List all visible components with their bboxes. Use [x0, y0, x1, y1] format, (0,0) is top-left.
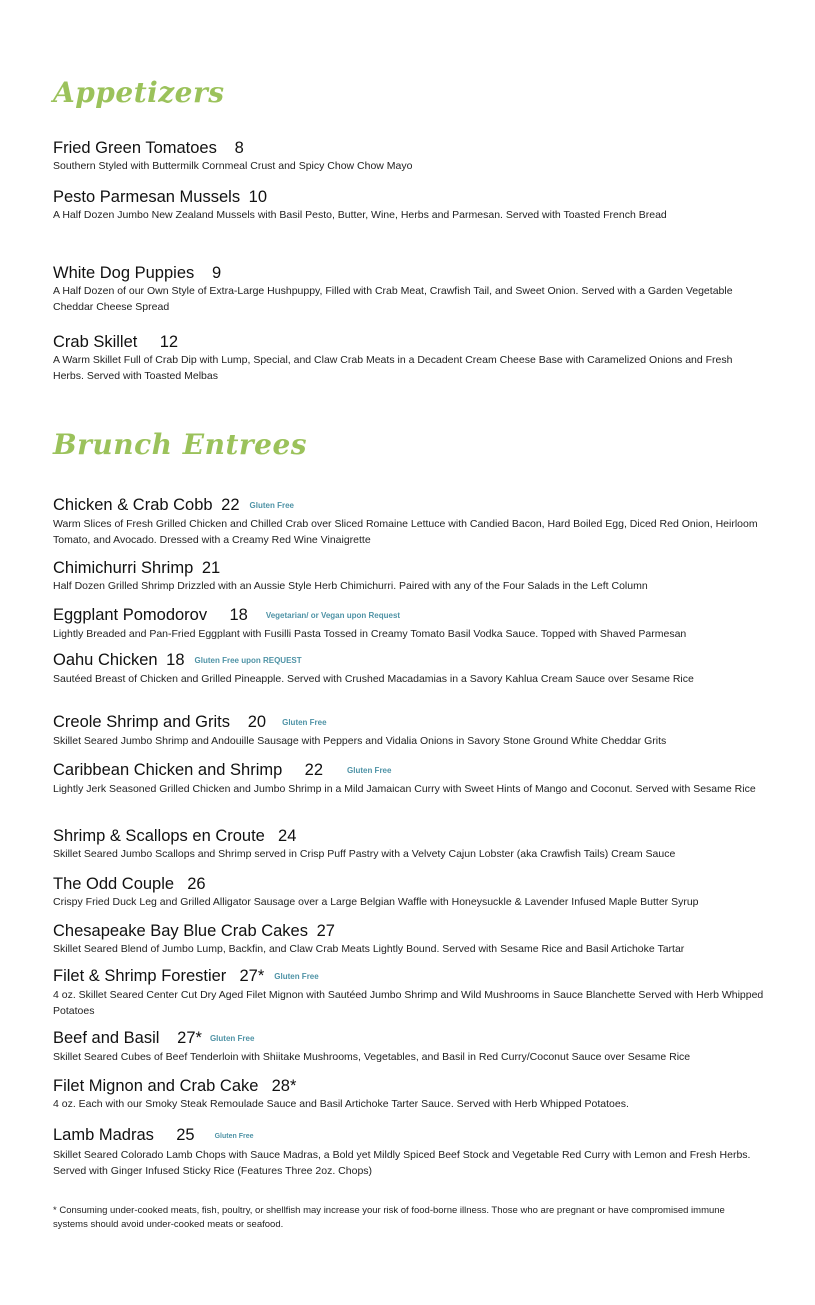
item-name: Filet & Shrimp Forestier — [53, 967, 227, 985]
item-description: Warm Slices of Fresh Grilled Chicken and Chilled Crab over Sliced Romaine Lettuce with Candied Bacon, Hard Boiled Egg, Diced Red Onion, Heirloom Tomato, and Avocado. Dressed with a Creamy Red Wine Vinaigrette — [53, 518, 758, 546]
item-price: 10 — [248, 188, 268, 206]
item-price: 22 — [221, 496, 240, 514]
item-name: White Dog Puppies — [53, 264, 195, 282]
dietary-tag: Gluten Free — [274, 972, 319, 981]
item-name: Oahu Chicken — [53, 651, 158, 669]
item-name: Filet Mignon and Crab Cake — [53, 1077, 259, 1095]
dietary-tag: Gluten Free — [209, 1034, 255, 1043]
dietary-tag: Gluten Free — [249, 501, 294, 510]
item-price: 20 — [247, 713, 267, 731]
item-price: 27* — [239, 967, 265, 985]
item-description: Skillet Seared Cubes of Beef Tenderloin with Shiitake Mushrooms, Vegetables, and Basil in Red Curry/Coconut Sauce over Sesame Rice — [53, 1051, 691, 1063]
item-price: 18 — [166, 651, 185, 669]
menu-item — [53, 712, 765, 750]
item-name: Chicken & Crab Cobb — [53, 496, 213, 514]
item-name: Chimichurri Shrimp — [53, 559, 194, 577]
item-name: Crab Skillet — [53, 333, 138, 351]
item-price: 25 — [176, 1126, 195, 1144]
item-price: 12 — [159, 333, 179, 351]
item-description: Half Dozen Grilled Shrimp Drizzled with an Aussie Style Herb Chimichurri. Paired with any of the Four Salads in the Left Column — [53, 580, 648, 592]
item-name: Caribbean Chicken and Shrimp — [53, 761, 283, 779]
item-name: Fried Green Tomatoes — [53, 139, 217, 157]
footnote: * Consuming under-cooked meats, fish, poultry, or shellfish may increase your risk of food-borne illness. Those who are pregnant or have compromised immune systems should avoid under-cooked meats or seafood. — [53, 1205, 725, 1230]
item-description: Lightly Breaded and Pan-Fried Eggplant with Fusilli Pasta Tossed in Creamy Tomato Basil Vodka Sauce. Topped with Shaved Parmesan — [53, 628, 687, 640]
menu-item — [53, 187, 765, 224]
menu-item — [53, 921, 765, 958]
item-description: A Half Dozen of our Own Style of Extra-Large Hushpuppy, Filled with Crab Meat, Crawfish Tail, and Sweet Onion. Served with a Garden Vegetable Cheddar Cheese Spread — [53, 285, 733, 313]
item-name: Pesto Parmesan Mussels — [53, 188, 241, 206]
item-description: Skillet Seared Colorado Lamb Chops with Sauce Madras, a Bold yet Mildly Spiced Beef Stock and Vegetable Red Curry with Lemon and Fresh Herbs. Served with Ginger Infused Sticky Rice (Features Three 2oz. Chops) — [53, 1149, 751, 1177]
item-price: 26 — [187, 875, 206, 893]
item-description: A Warm Skillet Full of Crab Dip with Lump, Special, and Claw Crab Meats in a Decadent Cream Cheese Base with Caramelized Onions and Fresh Herbs. Served with Toasted Melbas — [53, 354, 733, 382]
dietary-tag: Gluten Free upon REQUEST — [194, 656, 302, 665]
item-description: Skillet Seared Blend of Jumbo Lump, Backfin, and Claw Crab Meats Lightly Bound. Served with Sesame Rice and Basil Artichoke Tartar — [53, 943, 685, 955]
item-price: 22 — [304, 761, 323, 779]
item-description: Southern Styled with Buttermilk Cornmeal Crust and Spicy Chow Chow Mayo — [53, 160, 413, 172]
dietary-tag: Vegetarian/ or Vegan upon Request — [265, 611, 401, 620]
item-description: Skillet Seared Jumbo Shrimp and Andouille Sausage with Peppers and Vidalia Onions in Savory Stone Ground White Cheddar Grits — [53, 735, 667, 747]
item-description: Skillet Seared Jumbo Scallops and Shrimp served in Crisp Puff Pastry with a Velvety Cajun Lobster (aka Crawfish Tails) Cream Sauce — [53, 848, 676, 860]
brunch-entrees-heading: Brunch Entrees — [53, 428, 308, 461]
menu-item — [53, 263, 765, 315]
item-price: 21 — [201, 559, 221, 577]
menu-item — [53, 1076, 765, 1113]
item-price: 28* — [271, 1077, 297, 1095]
menu-item — [53, 138, 765, 175]
menu-item — [53, 966, 765, 1019]
menu-item — [53, 650, 765, 688]
menu-item — [53, 332, 765, 384]
item-description: 4 oz. Each with our Smoky Steak Remoulade Sauce and Basil Artichoke Tarter Sauce. Served with Herb Whipped Potatoes. — [53, 1098, 629, 1110]
menu-item — [53, 826, 765, 863]
menu-item — [53, 605, 765, 643]
item-name: Creole Shrimp and Grits — [53, 713, 230, 731]
item-description: 4 oz. Skillet Seared Center Cut Dry Aged Filet Mignon with Sautéed Jumbo Shrimp and Wild Mushrooms in Sauce Blanchette Served with Herb Whipped Potatoes — [53, 989, 764, 1017]
appetizers-heading: Appetizers — [53, 76, 225, 109]
item-name: Eggplant Pomodorov — [53, 606, 208, 624]
item-name: The Odd Couple — [53, 875, 175, 893]
item-price: 9 — [212, 264, 222, 282]
item-price: 27* — [177, 1029, 202, 1047]
menu-item — [53, 495, 765, 548]
item-description: Lightly Jerk Seasoned Grilled Chicken and Jumbo Shrimp in a Mild Jamaican Curry with Sweet Hints of Mango and Coconut. Served with Sesame Rice — [53, 783, 756, 795]
item-name: Shrimp & Scallops en Croute — [53, 827, 265, 845]
item-price: 24 — [278, 827, 297, 845]
item-price: 27 — [316, 922, 335, 940]
item-name: Chesapeake Bay Blue Crab Cakes — [53, 922, 308, 940]
dietary-tag: Gluten Free — [347, 766, 392, 775]
item-name: Beef and Basil — [53, 1029, 160, 1047]
item-description: Sautéed Breast of Chicken and Grilled Pineapple. Served with Crushed Macadamias in a Savory Kahlua Cream Sauce over Sesame Rice — [53, 673, 694, 685]
item-price: 8 — [234, 139, 244, 157]
dietary-tag: Gluten Free — [214, 1133, 254, 1140]
dietary-tag: Gluten Free — [282, 718, 327, 727]
menu-item — [53, 874, 765, 911]
menu-item — [53, 1125, 765, 1179]
menu-item — [53, 1028, 765, 1066]
menu-item — [53, 760, 765, 798]
item-description: A Half Dozen Jumbo New Zealand Mussels with Basil Pesto, Butter, Wine, Herbs and Parmesan. Served with Toasted French Bread — [53, 209, 667, 221]
item-name: Lamb Madras — [53, 1126, 154, 1144]
menu-item — [53, 558, 765, 595]
item-price: 18 — [229, 606, 248, 624]
item-description: Crispy Fried Duck Leg and Grilled Alligator Sausage over a Large Belgian Waffle with Honeysuckle & Lavender Infused Maple Butter Syrup — [53, 896, 699, 908]
